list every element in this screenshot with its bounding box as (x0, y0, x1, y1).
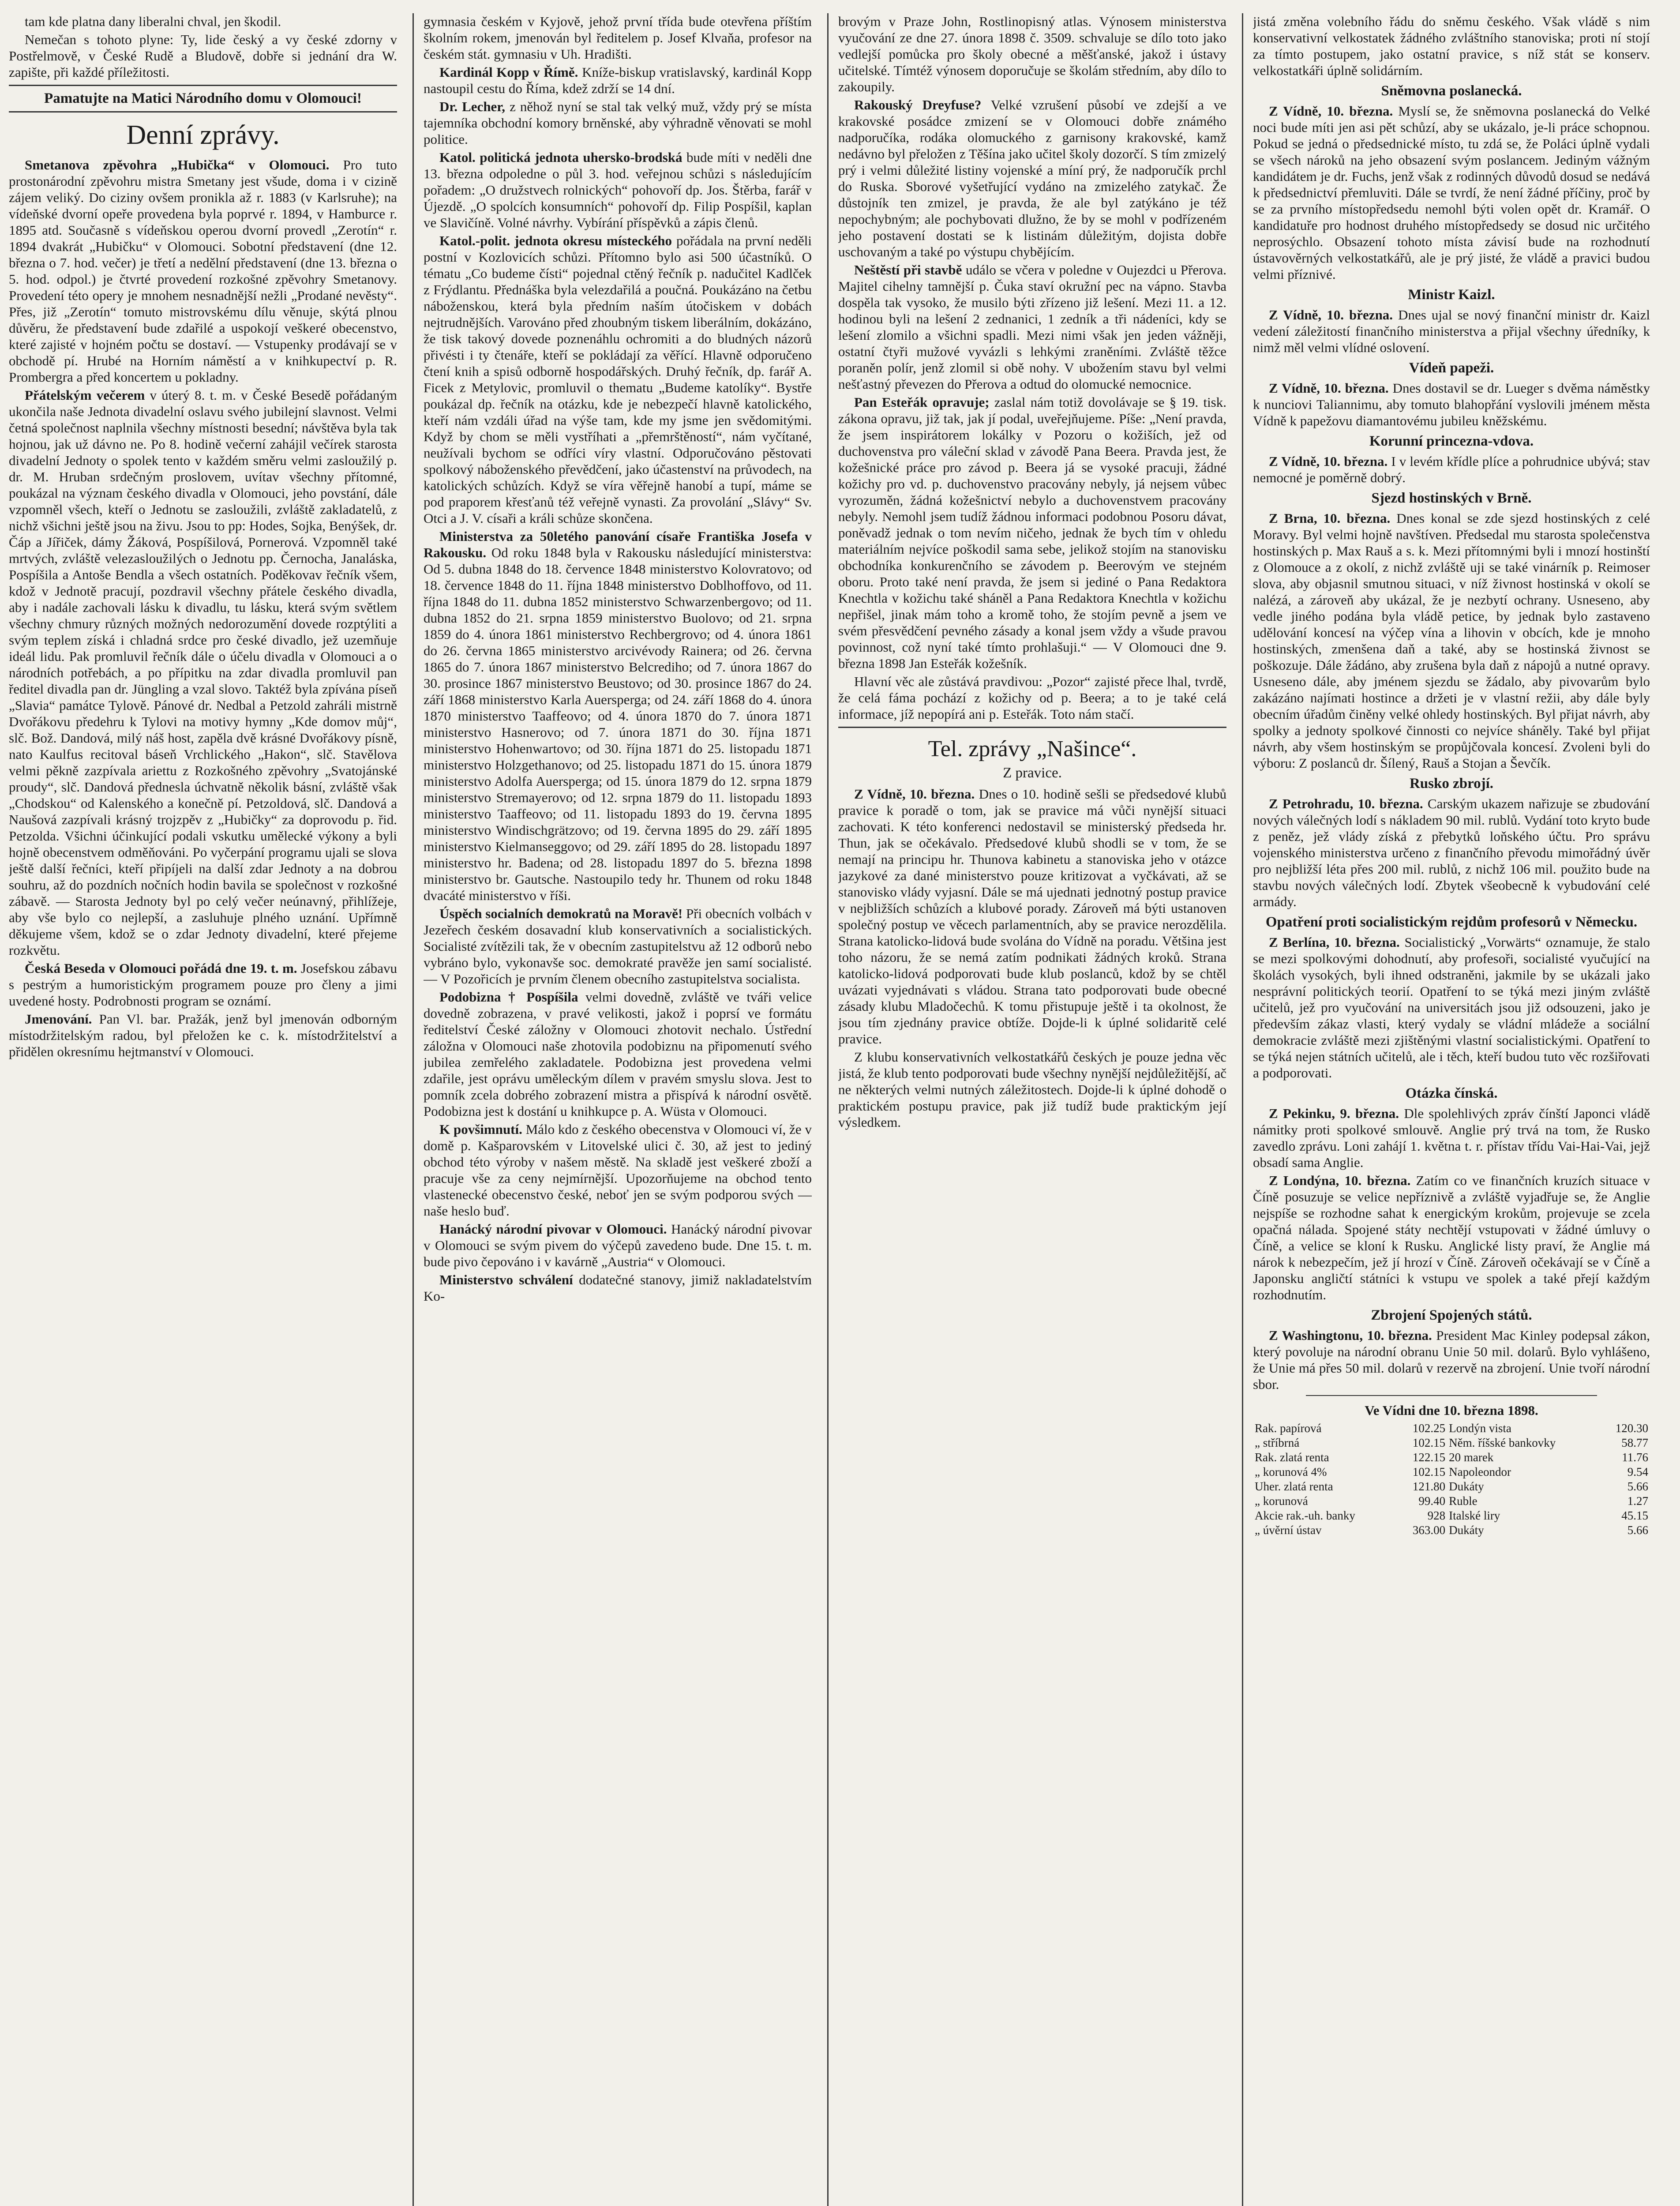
article-title: K povšimnutí. (439, 1122, 522, 1137)
table-row (1253, 1421, 1650, 1436)
column-rule (1242, 13, 1243, 2206)
section-heading: Korunní princezna-vdova. (1369, 433, 1534, 449)
rate-value: 1.27 (1627, 1494, 1648, 1508)
table-row (1253, 1508, 1650, 1523)
telegram-masthead: Tel. zprávy „Našince“. (928, 736, 1137, 762)
section-heading: Opatření proti socialistickým rejdům profesorů v Německu. (1265, 914, 1638, 930)
article-body: President Mac Kinley podepsal zákon, který povoluje na národní obranu Unie 50 mil. dolarů. Bylo vyhlášeno, že Unie má přes 50 mil. dolarů v rezervě na zbrojení. Unie tvoří národní sbor. (1253, 1328, 1650, 1392)
section-heading: Otázka čínská. (1405, 1085, 1498, 1101)
article-body: Dnes o 10. hodině sešli se předsedové klubů pravice k poradě o tom, jak se pravice má vůči nynější situaci zachovati. K této konferenci nedostavil se ministerský předseda hr. Thun, jak se očekávalo. Předsedové klubů shodli se v tom, že se nemají na principu hr. Thunova kabinetu a stanoviska jeho v otázce jazykové za dané ministerstvo pouze kritizovat a vyčkávati, až se stanovisko vlády vyjasní. Dále se má ujednati jednotný postup pravice v nejbližších schůzích a klubové porady. Zároveň má býti ustanoven společný postup ve věcech parlamentních, aby se pravice nerozdělila. Strana katolicko-lidová bude svolána do Vídně na poradu. Většina jest toho názoru, že se nemá zatím podnikati žádných kroků. Strana katolicko-lidová podporovati bude klub poslanců, kdož by se chtěl uvázati vyjednávati s vládou. Strana tato podporovati bude obecné zásady klubu Mladočechů. K tomu přistupuje ještě i ta okolnost, že jsou tím zjednány pravice obtíže. Dojde-li k úplné solidaritě celé pravice. (838, 786, 1226, 1047)
article-body: Velké vzrušení působí ve zdejší a ve krakovské posádce zmizení se v Olomouci dobře známého nadporučíka, rodáka olomuckého z garnisony krakovské, kamž nedávno byl přeložen z Těšína jako učitel školy dozorčí. S tím zmizelý prý i velmi důležité listiny vojenské a míní prý, že nadporučík prchl do Ruska. Sborové vyšetřující vydáno na zmizelého zatykač. Že důstojník ten zmizel, je pravda, že ale byl zatýkáno je též nepochybným; ale pochybovati dlužno, že by se mohl v podřízeném jeho postavení dostati se k listinám důležitým, dojista dobře uschovaným a také po výstupu chybějícím. (838, 97, 1226, 259)
article-title: Hanácký národní pivovar v Olomouci. (439, 1221, 667, 1237)
article-body: Socialistický „Vorwärts“ oznamuje, že stalo se mezi spolkovými dohodnutí, aby profesoři, socialisté vyučující na školách vysokých, byli ihned odstraněni, jakmile by se ukázali jako nesprávní politických teorií. Opatření to se týká mezi jiným zvláště učitelů, jež pro vyučování na universitách jsou již odsouzeni, jako je především zákaz vlasti, který vydaly se vládní mládeže a sociální demokracie zvláště mezi zjištěnými vlastní socialistickými. Opatření to se týká nejen státních učitelů, ale i těch, kteří budou tuto věc rozšiřovati a podporovati. (1253, 934, 1650, 1080)
article-body: Z klubu konservativních velkostatkářů českých je pouze jedna věc jistá, že klub tento podporovati bude všechny nynější nejdůležitější, ač ne některých velmi nutných záležitostech. Dojde-li k úplné dohodě o praktickém postupu pravice, pak již tudíž bude praktickým její výsledkem. (838, 1049, 1226, 1130)
rate-value: 9.54 (1627, 1465, 1648, 1478)
article-body: Kníže-biskup vratislavský, kardinál Kopp nastoupil cestu do Říma, kdež zdrží se 14 dní. (424, 64, 812, 96)
section-heading: Sněmovna poslanecká. (1381, 83, 1522, 99)
rate-value: 58.77 (1621, 1436, 1648, 1449)
section-heading: Sjezd hostinských v Brně. (1371, 490, 1532, 506)
dateline: Z Brna, 10. března. (1269, 510, 1391, 526)
rate-value: 120.30 (1615, 1422, 1648, 1435)
article-body: Josefskou zábavu s pestrým a humoristickým programem pouze pro členy a jimi uvedené hosty. Podrobnosti program se oznámí. (9, 960, 397, 1009)
article-body: dodatečné stanovy, jimiž nakladatelstvím Ko- (424, 1272, 812, 1304)
dateline: Z Vídně, 10. března. (1269, 307, 1393, 323)
divider (9, 85, 397, 86)
article-body: z něhož nyní se stal tak velký muž, vždy prý se místa tajemníka obchodní komory brněnské, aby výhradně věnovati se mohl politice. (424, 99, 812, 147)
rate-label: Napoleondor (1449, 1465, 1511, 1478)
rate-value: 122.15 (1412, 1451, 1446, 1464)
telegram-subhead: Z pravice. (1003, 765, 1062, 781)
exchange-rates-table (1253, 1421, 1650, 1538)
rate-label: Rak. papírová (1255, 1422, 1322, 1435)
article-body: událo se včera v poledne v Oujezdci u Přerova. Majitel cihelny tamnější p. Čuka staví okružní pec na vápno. Stavba dospěla tak vysoko, že musilo býti zřízeno již lešení. Mezi 11. a 12. hodinou byli na lešení 2 zednanici, 1 zedník a tři nádeníci, kdy se lešení zlomilo a všichni spadli. Mezi nimi však jen jeden vážněji, ostatní čtyři mužové vyvázli s lehkými zraněními. Zvláště těžce poraněn polír, jenž zlomil si obě nohy. V ubožením stavu byl velmi nešťastný převezen do Přerova a odtud do olomucké nemocnice. (838, 262, 1226, 392)
rate-value: 45.15 (1621, 1509, 1648, 1522)
table-row (1253, 1479, 1650, 1494)
article-title: Dr. Lecher, (439, 99, 505, 114)
rate-value: 102.15 (1412, 1465, 1446, 1478)
rate-value: 928 (1427, 1509, 1446, 1522)
exchange-rates-title: Ve Vídni dne 10. března 1898. (1365, 1403, 1538, 1418)
article-title: Ministerstvo schválení (439, 1272, 573, 1287)
article-body: v úterý 8. t. m. v České Besedě pořádaným ukončila naše Jednota divadelní oslavu svého jubilejní slavnost. Velmi četná společnost naplnila všechny místnosti besední; návštěva byla tak hojnou, jak už dávno ne. Po 8. hodině večerní zahájil večírek starosta divadelní Jednoty o spolek tento v každém směru velmi zasloužilý p. dr. M. Hruban srdečným proslovem, uvítav všechny přítomné, poukázal na význam českého divadla v Olomouci, jeho povstání, dále vzpomněl všech, kteří o Jednotu se zasloužili, zvláště zakladatelů, z nichž všichni ještě jsou na živu. Jsou to pp: Hodes, Sojka, Benýšek, dr. Čáp a Jířiček, dámy Žáková, Pospíšilová, Pornerová. Vzpomněl také mrtvých, zvláště velezasloužilých o Jednotu pp. Černocha, Janaláska, Pospíšila a Antoše Bendla a všech ostatních. Poděkovav řečník všem, kdož v Jednotě pracují, pozdravil všechny přátele českého divadla, aby i nadále zachovali lásku k divadlu, tu lásku, která svým světlem všechny chmury různých možných nedorozumění dovede rozptýliti a svým teplem získá i chladná srdce pro české divadlo, jež uzemňuje ideál lidu. Pak promluvil řečník dále o účelu divadla v Olomouci a o národních potřebách, a po přípitku na zdar divadla promluvil pan ředitel divadla pan dr. Jüngling a vzal slovo. Taktéž byla zpívána píseň „Slavia“ památce Tylově. Pánové dr. Nedbal a Petzold zahráli mistrně Dvořákovu předehru k Tylovi na motivy hymny „Kde domov můj“, slč. Bož. Dandová, milý náš host, zapěla dvě krásné Dvořákovy písně, nato Kaulfus recitoval báseň Vrchlického „Hakon“, slč. Stavělova velmi pěkně zazpívala ariettu z Rozkošného zpěvohry „Svatojánské proudy“, slč. Dandová přednesla úchvatně několik básní, zvláště však „Chodskou“ od Kalenského a konečně pí. Petzoldová, slč. Dandová a Naušová zazpívali krásný trojzpěv z „Hubičky“ za doprovodu p. řid. Petzolda. Všichni účinkující podali vskutku umělecké výkony a byli hojně obecenstvem odměňováni. Po vyčerpání programu ujali se slova ještě další řečníci, kteří připíjeli na další zdar Jednoty a na dobrou souhru, až do pozdních nočních hodin bavila se společnost v rozkošné zábavě. — Starosta Jednoty byl po celý večer neúnavný, přihlížeje, aby vše bylo co nejlepší, a zasluhuje plného uznání. Upřímně děkujeme všem, kdož se o zdar Jednoty divadelní, které přejeme rozkvětu. (9, 387, 397, 958)
column-1 (9, 13, 397, 2206)
column-rule (827, 13, 829, 2206)
rate-label: Akcie rak.-uh. banky (1255, 1509, 1355, 1522)
rate-value: 102.25 (1412, 1422, 1446, 1435)
dateline: Z Vídně, 10. března. (854, 786, 975, 802)
rate-value: 121.80 (1412, 1480, 1446, 1493)
dateline: Z Washingtonu, 10. března. (1269, 1328, 1432, 1343)
rate-label: Italské liry (1449, 1509, 1500, 1522)
article-body: jistá změna volebního řádu do sněmu českého. Však vládě s nim konservativní velkostatek žádného zvláštního stanoviska; proti ní stojí za tímto postupem, jako ostatní pravice, s níž stát se konserv. velkostatkáři úplně solidárním. (1253, 14, 1650, 78)
rate-value: 5.66 (1627, 1523, 1648, 1537)
article-body: Od roku 1848 byla v Rakousku následující ministerstva: Od 5. dubna 1848 do 18. července 1848 ministerstvo Kolovratovo; od 18. července 1848 do 11. října 1848 ministerstvo Doblhoffovo, od 11. října 1848 do 11. dubna 1852 ministerstvo Schwarzenbergovo; od 11. dubna 1852 do 21. srpna 1859 ministerstvo Buolovo; od 21. srpna 1859 do 4. února 1861 ministerstvo Rechbergrovo; od 4. února 1861 do 26. června 1865 ministerstvo arcivévody Rainera; od 26. června 1865 do 7. února 1867 ministerstvo Belcrediho; od 7. února 1867 do 30. prosince 1867 ministerstvo Beustovo; od 30. prosince 1867 do 24. září 1868 ministerstvo Karla Auersperga; od 24. září 1868 do 4. února 1870 ministerstvo Taaffeovo; od 4. února 1870 do 7. února 1871 ministerstvo Hasnerovo; od 7. února 1871 do 30. října 1871 ministerstvo Hohenwartovo; od 30. října 1871 do 25. listopadu 1871 ministerstvo Holzgethanovo; od 25. listopadu 1871 do 15. února 1879 ministerstvo Adolfa Auersperga; od 15. února 1879 do 12. srpna 1879 ministerstvo Stremayerovo; od 12. srpna 1879 do 11. listopadu 1893 ministerstvo Taaffeovo; od 11. listopadu 1893 do 19. června 1895 ministerstvo Windischgrätzovo; od 19. června 1895 do 29. září 1895 ministerstvo Kielmanseggovo; od 29. září 1895 do 28. listopadu 1897 ministerstvo hr. Badena; od 28. listopadu 1897 do 5. března 1898 ministerstvo br. Gautsche. Nastoupilo tedy hr. Thunem od roku 1848 dvacáté ministerstvo v říši. (424, 545, 812, 903)
rate-value: 102.15 (1412, 1436, 1446, 1449)
article-body: Při obecních volbách v Jezeřech českém dosavadní klub konservativních a socialistických. Socialisté zvítězili tak, že v obecním zastupitelstvu až 12 odborů nebo vybráno bylo, vykonavše soc. demokraté pravěže jen samí socialisté. — V Pozořicích je prvním členem obecního zastupitelstva socialista. (424, 906, 812, 987)
rate-value: 363.00 (1412, 1523, 1446, 1537)
article-title: Neštěstí při stavbě (854, 262, 962, 278)
rate-label: Něm. říšské bankovky (1449, 1436, 1556, 1449)
rate-label: Londýn vista (1449, 1422, 1511, 1435)
rate-label: 20 marek (1449, 1451, 1494, 1464)
section-heading: Ministr Kaizl. (1408, 287, 1495, 303)
rate-label: „ úvěrní ústav (1255, 1523, 1322, 1537)
article-body: Dnes dostavil se dr. Lueger s dvěma náměstky k nunciovi Taliannimu, aby tomuto blahopřání vyslovili jménem města Vídně k papežovu diamantovému jubileu kněžskému. (1253, 380, 1650, 428)
table-row (1253, 1494, 1650, 1508)
divider (838, 727, 1226, 728)
article-title: Katol.-polit. jednota okresu místeckého (439, 233, 672, 248)
article-body: gymnasia českém v Kyjově, jehož první třída bude otevřena příštím školním rokem, jmenován byl ředitelem p. Josef Klvaňa, profesor na českém stát. gymnasiu v Uh. Hradišti. (424, 14, 812, 62)
article-body: Myslí se, že sněmovna poslanecká do Velké noci bude míti jen asi pět schůzí, aby se ukázalo, je-li práce schopnou. Pokud se jedná o předsednické místo, tu zdá se, že Poláci úplně vydali se všech nároků na jeho obsazení svým poslancem. Jediným vážným kandidátem je dr. Fuchs, jenž však z rodinných důvodů dosud se nedává k předsednictví přemluviti. Dále se tvrdí, že není žádné příčiny, proč by se za prvního místopředsedu nemohl býti volen opět dr. Kramář. O kandidatuře pro hodnost druhého místopředsedy se dosud nic určitého neprosýchlo. Obsazení tohoto místa závisí bude na rozhodnutí ústavověrných velkostatkářů, ale je prý jisté, že vládě a pravici budou velmi příznivé. (1253, 103, 1650, 282)
article-title: Česká Beseda v Olomouci pořádá dne 19. t. m. (25, 960, 297, 976)
article-title: Pan Esteřák opravuje; (854, 394, 990, 410)
rate-label: Uher. zlatá renta (1255, 1480, 1333, 1493)
article-body: Carským ukazem nařizuje se zbudování nových válečných lodí s nákladem 90 mil. rublů. Vydání toto kryto bude z peněz, jež vlády získá z přebytků loňského účtu. Pro správu vojenského ministerstva určeno z finančního převodu mimořádný úvěr pro nejbližší léta přes 200 mil. rublů, z nichž 106 mil. použito bude na stavbu nových válečných lodí. Zbytek všeobecně k vybudování celé armády. (1253, 796, 1650, 909)
article-body: Málo kdo z českého obecenstva v Olomouci ví, že v domě p. Kašparovském v Litovelské ulici č. 30, až jest to jediný obchod této výroby v našem městě. Na skladě jest veškeré zboží a pracuje vše za ceny nejmírnější. Upozorňujeme na obchod tento vlastenecké obecenstvo české, neboť jen se svým podporou svých — naše heslo buď. (424, 1122, 812, 1219)
rate-label: Dukáty (1449, 1523, 1484, 1537)
intro-paragraph: tam kde platna dany liberalni chval, jen škodil. (25, 14, 281, 29)
article-title: Přátelským večerem (25, 387, 145, 403)
divider (9, 111, 397, 113)
article-body: pořádala na první neděli postní v Kozlovicích schůzi. Přítomno bylo asi 500 účastníků. O tématu „Co budeme čísti“ pojednal ctěný řečník p. nadučitel Kadlček z Frýdlantu. Přednáška byla velezdařilá a poučná. Poukázáno na četbu náboženskou, která byla předním naším útočiskem v dobách nejtrudnějších. Varováno před zhoubným tiskem liberálním, dokázáno, že tisk takový dovede poznenáhlu ochromiti a do bludných názorů přivésti i ty čtenáře, kteří se pokládají za věřící. Hlavně odporučeno čtení knih a spisů odborně hospodářských. Druhý řečník, dp. farář A. Ficek z Metylovic, promluvil o thematu „Budeme katolíky“. Bystře poukázal dp. řečník na otázku, kde je nebezpečí hlavně katolického, kteří nám vzdáli úřad na výše tam, kde my jsme jen svědomitými. Když by chom se měli vystříhati a „přemrštěností“, nám vyčítané, neužívali bychom se odříci víry vlastní. Odporučováno pěstovati spolkový náboženského převědčení, jako účastenství na průvodech, na katolických schůzích. Když se víra věřejně hanobí a tupí, máme se pod praporem křesťanů též veřejně vynasti. Za provolání „Slávy“ Sv. Otci a J. V. císaři a králi schůze skončena. (424, 233, 812, 526)
rate-label: Rak. zlatá renta (1255, 1451, 1329, 1464)
column-3 (838, 13, 1226, 2206)
article-body: Hanácký národní pivovar v Olomouci se svým pivem do výčepů zavedeno bude. Dne 15. t. m. bude pivo čepováno i v kavárně „Austria“ v Olomouci. (424, 1221, 812, 1269)
divider (1306, 1395, 1597, 1396)
article-title: Úspěch socialních demokratů na Moravě! (439, 906, 683, 921)
dateline: Z Berlína, 10. března. (1269, 934, 1400, 950)
dateline: Z Vídně, 10. března. (1269, 454, 1388, 469)
dateline: Z Londýna, 10. března. (1269, 1173, 1411, 1188)
article-title: Rakouský Dreyfuse? (854, 97, 982, 113)
dateline: Z Petrohradu, 10. března. (1269, 796, 1423, 811)
table-row (1253, 1436, 1650, 1450)
table-row (1253, 1523, 1650, 1538)
article-body: brovým v Praze John, Rostlinopisný atlas. Výnosem ministerstva vyučování ze dne 27. února 1898 č. 3509. schvaluje se dílo toto jako vedlejší pomůcka pro školy obecné a měšťanské, jakož i ústavy učitelské. Tímtéž výnosem doporučuje se školám středním, aby dílo to zakoupily. (838, 14, 1226, 94)
rate-value: 11.76 (1622, 1451, 1648, 1464)
matice-notice: Pamatujte na Matici Národního domu v Olomouci! (44, 90, 362, 106)
article-body: bude míti v neděli dne 13. března odpoledne o půl 3. hod. veřejnou schůzi s následujícím pořadem: „O družstvech rolnických“ pohovoří dp. Jos. Štěrba, farář v Újezdě. „O spolcích konsumních“ pohovoří dp. Filip Pospíšil, kaplan ve Slavičíně. Volné návrhy. Vybírání příspěvků a zápis členů. (424, 150, 812, 230)
rate-label: „ stříbrná (1255, 1436, 1300, 1449)
dateline: Z Pekinku, 9. března. (1269, 1106, 1399, 1121)
rate-value: 99.40 (1418, 1494, 1446, 1508)
article-title: Podobizna † Pospíšila (439, 989, 578, 1005)
dateline: Z Vídně, 10. března. (1269, 103, 1393, 119)
article-title: Katol. politická jednota uhersko-brodská (439, 150, 682, 165)
article-body: Pro tuto prostonárodní zpěvohru mistra Smetany jest všude, doma i v cizině zájem veliký. Do ciziny ovšem pronikla až r. 1883 (v Karlsruhe); na vídeňské dvorní opeře provedena byla poprvé r. 1894, v Hamburce r. 1895 atd. Současně s vídeňskou operou dvorní provedl „Zerotín“ r. 1894 dvakrát „Hubičku“ v Olomouci. Sobotní představení (dne 12. března o 7. hod. večer) je třetí a nedělní představení (dne 13. března o 5. hod. odpol.) je čtvrté provedení rozkošné zpěvohry Smetanovy. Provedení této opery je mnohem nesnadnější nežli „Prodané nevěsty“. Přes, již „Zerotín“ tomuto mistrovskému dílu věnuje, skýtá plnou důvěru, že představení bude zdařilé a uspokojí veškeré obecenstvo, které zajisté v hojném počtu se dostaví. — Vstupenky prodávají se v obchodě pí. Hrubé na Horním náměstí a v knihkupectví p. R. Prombergra a před koncertem u pokladny. (9, 157, 397, 385)
column-2 (424, 13, 812, 2206)
article-body: Zatím co ve finančních kruzích situace v Číně posuzuje se velice nepříznivě a zvláště vyjadřuje se, že Anglie nejspíše se rozhodne sahat k energickým krokům, projevuje se zcela opačná nálada. Spojené státy nechtějí vstupovati v žádné úmluvy o Číně, a velice se kloní k Rusku. Anglické listy praví, že Anglie má nárok k nebezpečím, jež jí hrozí v Číně. Zároveň očekávají se v Číně a Japonsku angličtí státníci k vstupu ve spolek a také přejí každým rozhodnutím. (1253, 1173, 1650, 1302)
intro-paragraph: Nemečan s tohoto plyne: Ty, lide český a vy české zdorny v Postřelmově, v České Rudě a Bludově, dobře si jednání dra W. zapište, při každé příležitosti. (9, 32, 397, 80)
article-body: Hlavní věc ale zůstává pravdivou: „Pozor“ zajisté přece lhal, tvrdě, že celá fáma pochází z kožichy od p. Beera; a to je také celá informace, jíž nepopírá ani p. Esteřák. Toto nám stačí. (838, 674, 1226, 722)
article-title: Jmenování. (25, 1011, 92, 1027)
article-body: velmi dovedně, zvláště ve tváři velice dovedně zobrazena, v pravé velikosti, jakož i poprsí ve formátu ředitelství České záložny v Olomouci zhotovit nechalo. Ústřední záložna v Olomouci naše zhotovila podobiznu na připomenutí svého jubilea zemřelého zakladatele. Podobizna jest provedena velmi zdařile, jest oprávu uměleckým dílem v pravém smyslu slova. Jest to pomník zcela dobrého zobrazení mistra a přispívá k národní osvětě. Podobizna jest k dostání u knihkupce p. A. Wüsta v Olomouci. (424, 989, 812, 1119)
rate-value: 5.66 (1627, 1480, 1648, 1493)
column-4 (1253, 13, 1650, 2206)
dateline: Z Vídně, 10. března. (1269, 380, 1389, 396)
section-heading: Rusko zbrojí. (1409, 776, 1494, 792)
article-title: Smetanova zpěvohra „Hubička“ v Olomouci. (25, 157, 330, 173)
rate-label: Ruble (1449, 1494, 1478, 1508)
article-body: Dnes ujal se nový finanční ministr dr. Kaizl vedení záležitostí finančního ministerstva a přijal všechny úředníky, k nimž měl velmi vlídné oslovení. (1253, 307, 1650, 355)
article-title: Ministerstva za 50letého panování císaře Františka Josefa v Rakousku. (424, 529, 812, 560)
section-heading: Zbrojení Spojených států. (1371, 1307, 1532, 1323)
table-row (1253, 1465, 1650, 1479)
article-body: Dle spolehlivých zpráv čínští Japonci vládě námitky proti spolkové smlouvě. Anglie prý trvá na tom, že Rusko zavedlo zprávu. Loni zahájí 1. května t. r. přístav třídu Vai-Hai-Vai, jejž obsadí sama Anglie. (1253, 1106, 1650, 1170)
article-body: zaslal nám totiž dovolávaje se § 19. tisk. zákona opravu, již tak, jak jí podal, uveřejňujeme. Píše: „Není pravda, že jsem inspirátorem lokálky v Pozoru o kožiších, jež od duchovenstva pro váleční sklad v závodě Pana Beera. Pravda jest, že kožešnické práce pro závod p. Beera já se vysoké pracuji, žádné kožichy pro vd. p. duchovenstvo pracovány nebyly, já nejsem vůbec vyrozuměn, žádná kožešnictví nebylo a duchovenstvem pracovány nebyly. Nemohl jsem tudíž žádnou informaci podobnou Posoru dávat, poněvadž jednak o tom nevím ničeho, jednak že bych tím v ohledu materiálním nejvíce poškodil sama sebe, jelikož stojím na stanovisku obchodníka konkurenčního se závodem p. Beerovým ve stejném oboru. Proto také není pravda, že jsem si jediné o Pana Redaktora Knechtla v kožichu také sháněl a Pana Redaktora Knechtla v kožichu nepřišel, jinak mám toho a kromě toho, že stojím pevně a jsem ve svém přesvědčení pevného zásady a konal jsem vždy a všude pravou povinnost, což nyní také tímto prohlašuji.“ — V Olomouci dne 9. března 1898 Jan Esteřák kožešník. (838, 394, 1226, 671)
rate-label: Dukáty (1449, 1480, 1484, 1493)
section-masthead: Denní zprávy. (126, 120, 280, 150)
rate-label: „ korunová (1255, 1494, 1308, 1508)
rate-label: „ korunová 4% (1255, 1465, 1327, 1478)
column-rule (412, 13, 414, 2206)
article-body: I v levém křídle plíce a pohrudnice ubývá; stav nemocné je poměrně dobrý. (1253, 454, 1650, 485)
article-title: Kardinál Kopp v Římě. (439, 64, 578, 80)
table-row (1253, 1450, 1650, 1465)
article-body: Dnes konal se zde sjezd hostinských z celé Moravy. Byl velmi hojně navštíven. Předsedal mu starosta společenstva hostinských p. Max Rauš a s. k. Mezi přítomnými byli i mnozí hostinští z Olomouce a z okolí, z nichž zvláště uji se také vinárník p. Reimoser slova, aby objasnil smutnou situaci, v níž živnost hostinská v okolí se nalézá, a zároveň aby ukázal, že je nezbytí ochrany. Usneseno, aby vedle jiného podána byla vládě petice, by jednak bylo zastaveno udělování koncesí na výčep vína a lihovin v obcích, kde je mnoho hostinských, zmenšena daň a také, aby se hostinská živnost se poškozuje. Dále žádáno, aby zrušena byla daň z nápojů a nutné opravy. Usneseno dále, aby jménem sjezdu se žádalo, aby pivovarům bylo zakázáno najímati hostince a držeti je v vlastní režii, aby dále byly obecním úřadům činěny velké ohledy hostinských. Byl přijat návrh, aby spolky a jednoty spolkové činnosti co nejvíce sháněly. Také byl přijat návrh, aby všem hostinským se propůjčovala koncesí. Zvoleni byli do výboru: Z poslanců dr. Šílený, Rauš a Stojan a Ševčík. (1253, 510, 1650, 771)
section-heading: Vídeň papeži. (1409, 360, 1494, 376)
article-body: Pan Vl. bar. Pražák, jenž byl jmenován odborným místodržitelským radou, byl přeložen ke c. k. místodržitelství a přidělen okresnímu hejtmanství v Olomouci. (9, 1011, 397, 1059)
